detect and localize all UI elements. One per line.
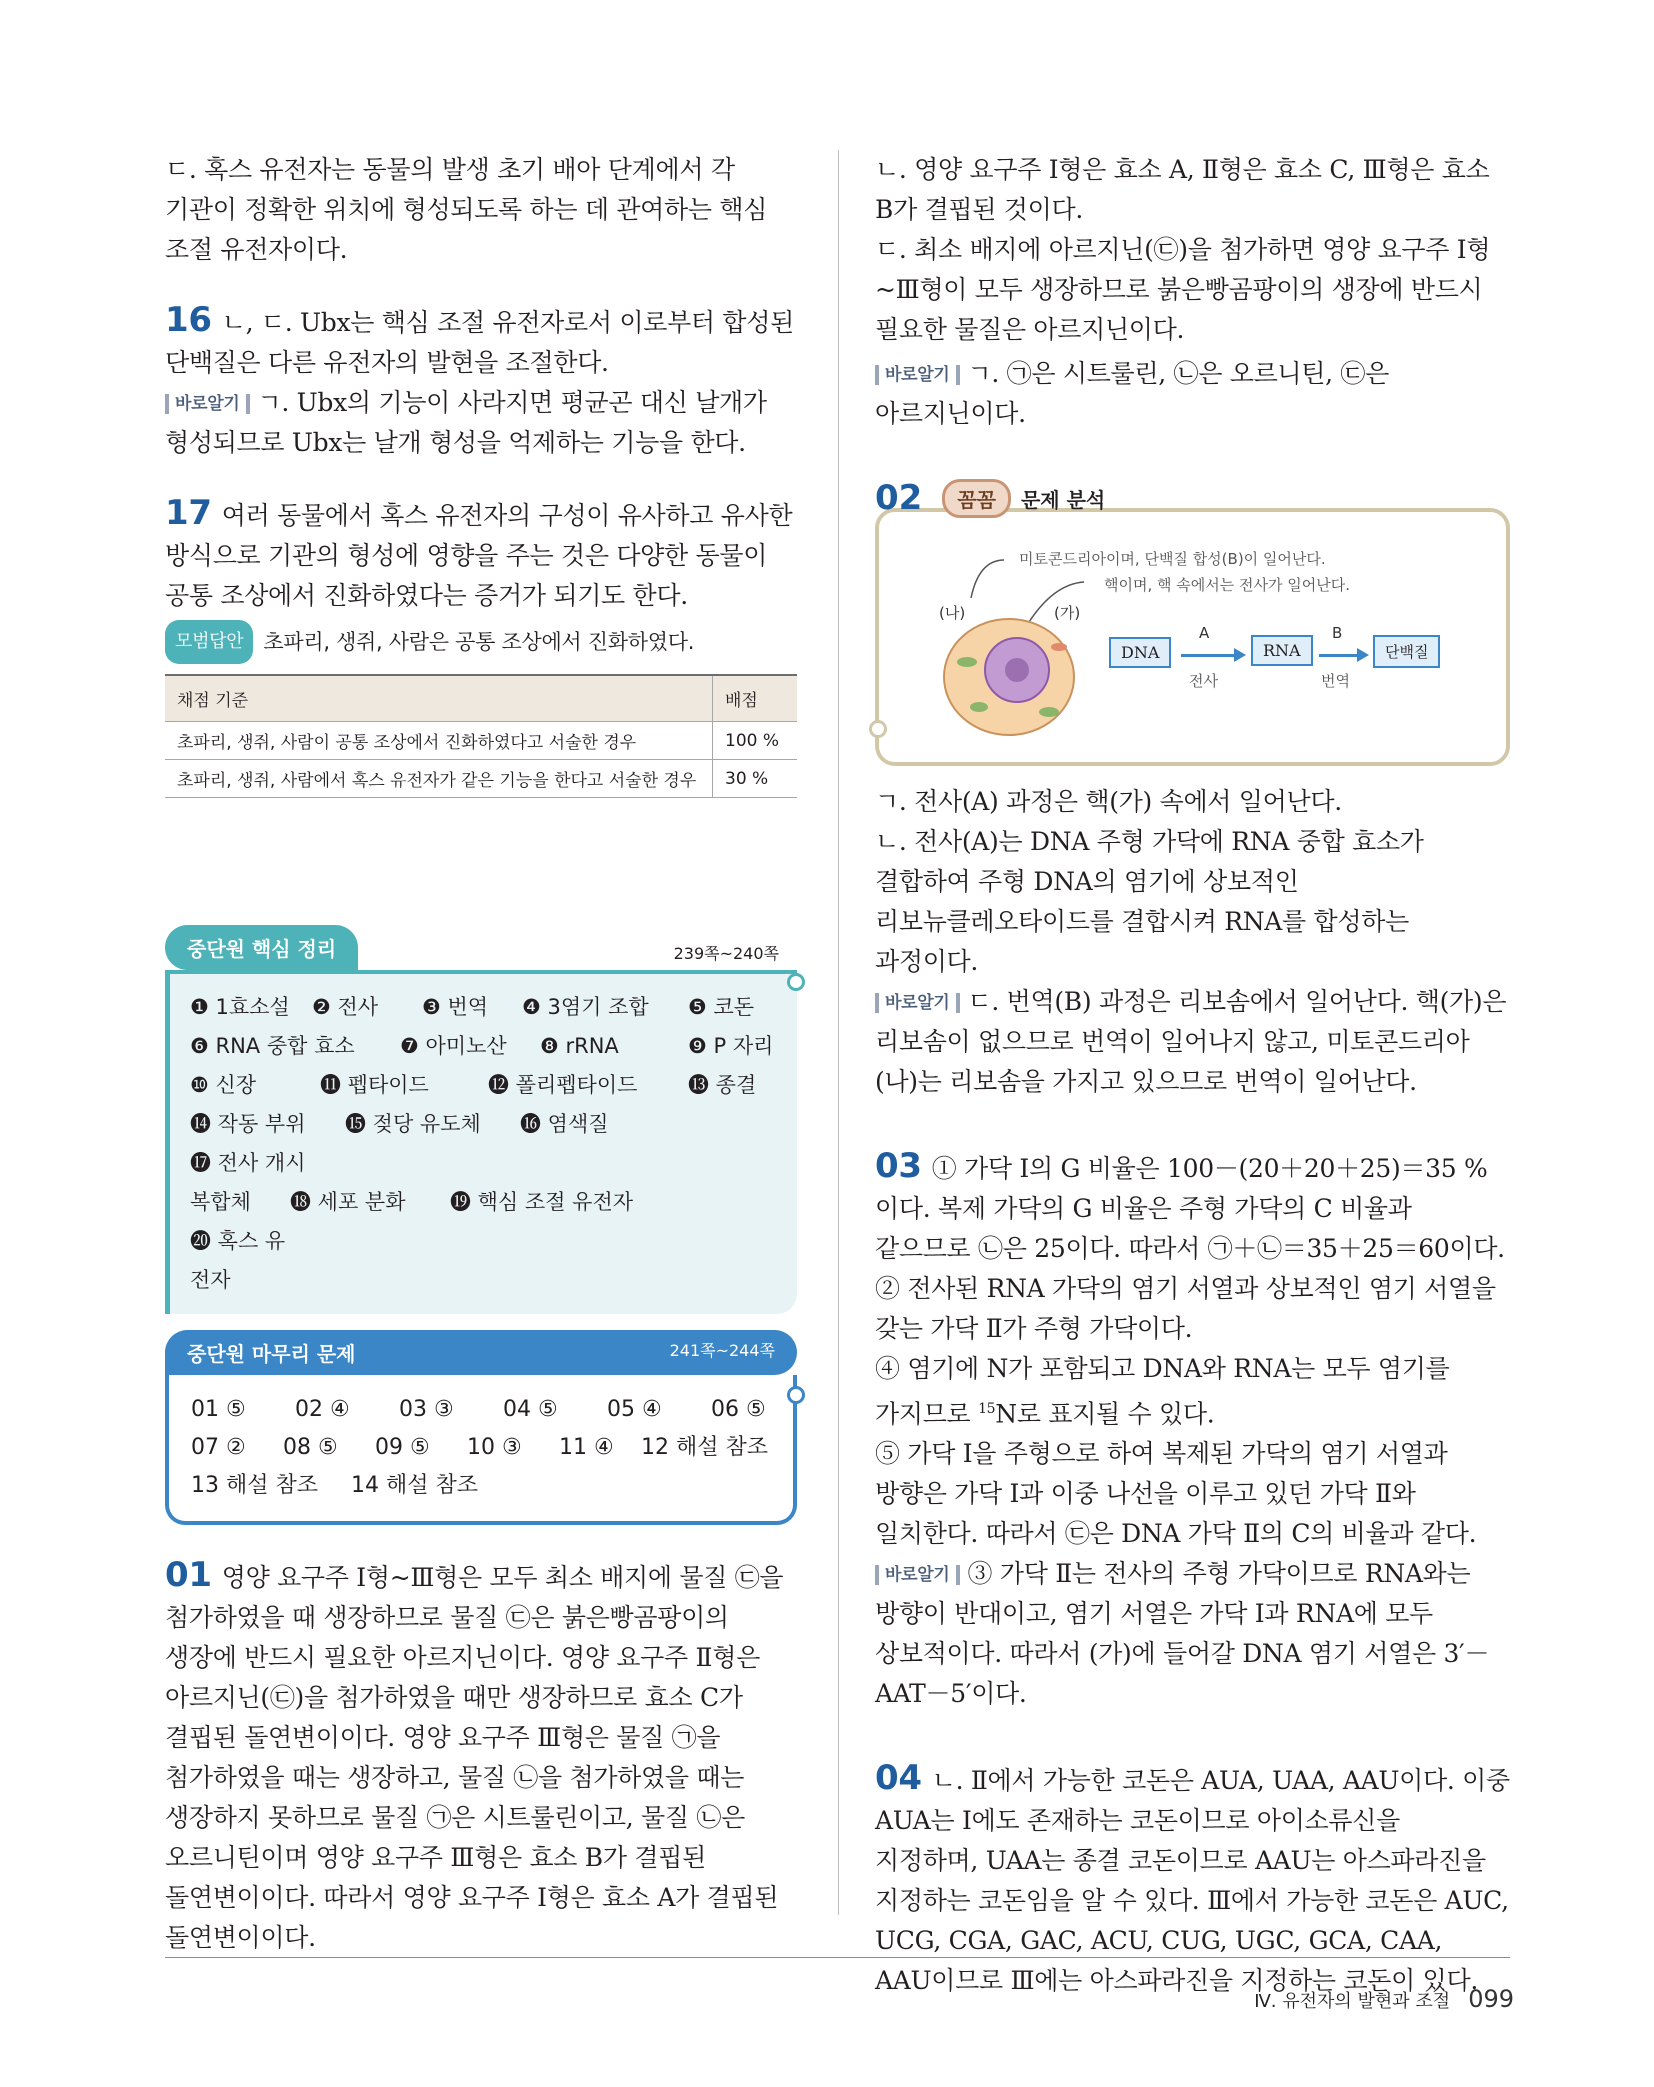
model-answer-badge: 모범답안 — [165, 620, 253, 664]
q16-wrong-text: ㄱ. Ubx의 기능이 사라지면 평균곤 대신 날개가 형성되므로 Ubx는 날개 형성을 억제하는 기능을 한다. — [165, 388, 767, 457]
score-points: 100 % — [713, 722, 798, 760]
q02-tag: 바로알기 — [875, 993, 960, 1013]
final-problems-box — [165, 1330, 797, 1525]
summary-row — [190, 988, 777, 1027]
table-row — [165, 760, 797, 798]
answer-item: 02 ④ — [295, 1397, 350, 1422]
final-body — [165, 1375, 797, 1525]
q03-t3 — [875, 1349, 1510, 1434]
answer-item: 06 ⑤ — [711, 1397, 766, 1422]
q16-wrong — [165, 383, 800, 463]
final-pages: 241쪽~244쪽 — [669, 1341, 775, 1360]
isotope-superscript: 15 — [978, 1401, 996, 1417]
summary-item: 복합체 — [190, 1190, 251, 1214]
summary-item: ❾ P 자리 — [688, 1034, 774, 1058]
label-b: B — [1332, 624, 1343, 642]
answer-item: 08 ⑤ — [283, 1435, 338, 1460]
gg-badge: 꼼꼼 — [942, 479, 1011, 518]
model-answer-text: 초파리, 생쥐, 사람은 공통 조상에서 진화하였다. — [263, 630, 695, 654]
answer-item: 13 해설 참조 — [191, 1473, 318, 1498]
summary-row — [190, 1261, 777, 1300]
label-na: (나) — [939, 604, 966, 622]
q03-number: 03 — [875, 1146, 922, 1186]
summary-item: ❽ rRNA — [540, 1034, 619, 1058]
summary-dot — [787, 973, 805, 991]
q15-continuation: ㄷ. 혹스 유전자는 동물의 발생 초기 배아 단계에서 각 기관이 정확한 위치에 형성되도록 하는 데 관여하는 핵심 조절 유전자이다. — [165, 155, 768, 264]
answer-item: 04 ⑤ — [503, 1397, 558, 1422]
q16-text: ㄴ, ㄷ. Ubx는 핵심 조절 유전자로서 이로부터 합성된 단백질은 다른 유전자의 발현을 조절한다. — [165, 308, 794, 377]
summary-row — [190, 1183, 777, 1261]
q03-t4: ⑤ 가닥 Ⅰ을 주형으로 하여 복제된 가닥의 염기 서열과 방향은 가닥 Ⅰ과 이중 나선을 이루고 있던 가닥 Ⅱ와 일치한다. 따라서 ㉢은 DNA 가닥 Ⅱ의 C의 비율과 같다. — [875, 1439, 1477, 1549]
final-title: 중단원 마무리 문제 — [187, 1342, 356, 1366]
bottom-rule — [165, 1957, 1510, 1958]
label-a: A — [1199, 624, 1210, 642]
gg-label: 문제 분석 — [1020, 487, 1106, 512]
summary-item: ❿ 신장 — [190, 1073, 257, 1097]
q02-wrong — [875, 982, 1510, 1102]
summary-item: ⓭ 종결 — [688, 1073, 757, 1097]
q03-wrong-text: ③ 가닥 Ⅱ는 전사의 주형 가닥이므로 RNA와는 방향이 반대이고, 염기 서열은 가닥 Ⅰ과 RNA에 모두 상보적이다. 따라서 (가)에 들어갈 DNA 염기 서열은 3′－AAT－5′이다. — [875, 1559, 1490, 1709]
answer-item: 10 ③ — [467, 1435, 522, 1460]
q02-number: 02 — [875, 478, 923, 518]
q03-t1-text: ① 가닥 Ⅰ의 G 비율은 100－(20＋20＋25)＝35 %이다. 복제 가닥의 G 비율은 주형 가닥의 C 비율과 같으므로 ㉡은 25이다. 따라서 ㉠＋㉡＝35＋25＝60이다. — [875, 1154, 1505, 1263]
summary-item: ⓫ 펩타이드 — [320, 1073, 429, 1097]
left-column-bottom — [165, 1555, 800, 1958]
q03-t1 — [875, 1146, 1510, 1269]
answer-row — [191, 1467, 771, 1505]
arrow-head-icon — [1234, 648, 1246, 662]
summary-pages: 239쪽~240쪽 — [673, 944, 779, 963]
score-criteria: 초파리, 생쥐, 사람이 공통 조상에서 진화하였다고 서술한 경우 — [165, 722, 713, 760]
note-mito: 미토콘드리아이며, 단백질 합성(B)이 일어난다. — [1019, 550, 1326, 568]
answer-item: 12 해설 참조 — [641, 1435, 768, 1460]
q04-answer — [875, 1758, 1510, 2001]
summary-item: 전자 — [190, 1268, 231, 1292]
arrow-head-icon — [1357, 648, 1369, 662]
summary-box — [165, 925, 797, 1314]
q01-tag: 바로알기 — [875, 365, 960, 385]
q04-text: ㄴ. Ⅱ에서 가능한 코돈은 AUA, UAA, AAU이다. 이중 AUA는 Ⅰ에도 존재하는 코돈이므로 아이소류신을 지정하며, UAA는 종결 코돈이므로 AAU는 아스파라진을 지정하는 코돈임을 알 수 있다. Ⅲ에서 가능한 코돈은 AUC, UCG, CGA, GAC, ACU, CUG, UGC, GCA, CAA, AAU이므로 Ⅲ에는 아스파라진을 지정하는 코돈이 있다. — [875, 1766, 1510, 1996]
answer-item: 01 ⑤ — [191, 1397, 246, 1422]
answer-item: 07 ② — [191, 1435, 246, 1460]
q03-wrong — [875, 1554, 1510, 1714]
right-column — [875, 150, 1510, 2001]
q03-t3b: N로 표지될 수 있다. — [995, 1399, 1215, 1429]
label-transcription: 전사 — [1189, 672, 1218, 690]
summary-item: ⓳ 핵심 조절 유전자 — [450, 1190, 634, 1214]
section-title: Ⅳ. 유전자의 발현과 조절 — [1254, 1991, 1451, 2012]
q16-answer — [165, 300, 800, 383]
q03-t3a: ④ 염기에 N가 포함되고 DNA와 RNA는 모두 염기를 가지므로 — [875, 1354, 1450, 1429]
diagram-dot — [869, 720, 887, 738]
q17-answer — [165, 493, 800, 616]
q17-text: 여러 동물에서 혹스 유전자의 구성이 유사하고 유사한 방식으로 기관의 형성에 영향을 주는 것은 다양한 동물이 공통 조상에서 진화하였다는 증거가 되기도 한다. — [165, 501, 793, 610]
answer-item: 11 ④ — [559, 1435, 614, 1460]
rna-box: RNA — [1251, 635, 1313, 666]
final-dot — [787, 1386, 805, 1404]
answer-item: 05 ④ — [607, 1397, 662, 1422]
q17-number: 17 — [165, 493, 212, 533]
q16-number: 16 — [165, 300, 212, 340]
q02-header — [875, 478, 1510, 518]
q17-model — [165, 620, 800, 664]
q02-t2: ㄴ. 전사(A)는 DNA 주형 가닥에 RNA 중합 효소가 결합하여 주형 DNA의 염기에 상보적인 리보뉴클레오타이드를 결합시켜 RNA를 합성하는 과정이다. — [875, 827, 1424, 976]
summary-item: ⓯ 젖당 유도체 — [345, 1112, 481, 1136]
left-column — [165, 150, 800, 798]
q01-answer — [165, 1555, 800, 1958]
summary-row — [190, 1105, 777, 1183]
q02-diagram — [875, 508, 1510, 766]
summary-item: ⓬ 폴리펩타이드 — [488, 1073, 638, 1097]
answer-row — [191, 1391, 771, 1429]
page-number: 099 — [1468, 1985, 1514, 2013]
protein-box: 단백질 — [1373, 635, 1440, 668]
label-translation: 번역 — [1321, 672, 1350, 690]
q01-cont-1: ㄴ. 영양 요구주 Ⅰ형은 효소 A, Ⅱ형은 효소 C, Ⅲ형은 효소 B가 결핍된 것이다. — [875, 155, 1490, 224]
q04-number: 04 — [875, 1758, 922, 1799]
page-footer — [1254, 1985, 1514, 2013]
q01-wrong — [875, 354, 1510, 434]
q16-tag: 바로알기 — [165, 394, 250, 414]
q03-t2: ② 전사된 RNA 가닥의 염기 서열과 상보적인 염기 서열을 갖는 가닥 Ⅱ가 주형 가닥이다. — [875, 1274, 1496, 1343]
summary-item: ⓮ 작동 부위 — [190, 1112, 306, 1136]
q01-number: 01 — [165, 1555, 212, 1595]
q01-wrong-text: ㄱ. ㉠은 시트룰린, ㉡은 오르니틴, ㉢은 아르지닌이다. — [875, 359, 1389, 428]
summary-item: ❻ RNA 중합 효소 — [190, 1034, 355, 1058]
table-row — [165, 722, 797, 760]
summary-item: ⓲ 세포 분화 — [290, 1190, 406, 1214]
score-table — [165, 674, 797, 798]
summary-title: 중단원 핵심 정리 — [165, 925, 358, 970]
dna-box: DNA — [1109, 637, 1171, 668]
label-ga: (가) — [1054, 604, 1081, 622]
summary-item: ❹ 3염기 조합 — [522, 995, 649, 1019]
summary-item: ⓱ 전사 개시 — [190, 1151, 306, 1175]
note-nucleus: 핵이며, 핵 속에서는 전사가 일어난다. — [1104, 576, 1350, 594]
summary-item: ❺ 코돈 — [688, 995, 755, 1019]
final-title-bar — [165, 1330, 797, 1375]
summary-row — [190, 1027, 777, 1066]
cell-illustration — [879, 512, 1179, 752]
answer-row — [191, 1429, 771, 1467]
summary-item: ❼ 아미노산 — [400, 1034, 507, 1058]
score-header-points: 배점 — [713, 675, 798, 722]
score-criteria: 초파리, 생쥐, 사람에서 혹스 유전자가 같은 기능을 한다고 서술한 경우 — [165, 760, 713, 798]
answer-item: 03 ③ — [399, 1397, 454, 1422]
q03-tag: 바로알기 — [875, 1565, 960, 1585]
q02-wrong-text: ㄷ. 번역(B) 과정은 리보솜에서 일어난다. 핵(가)은 리보솜이 없으므로 번역이 일어나지 않고, 미토콘드리아(나)는 리보솜을 가지고 있으므로 번역이 일어난다. — [875, 987, 1507, 1096]
column-divider — [838, 150, 839, 1915]
q01-text: 영양 요구주 Ⅰ형~Ⅲ형은 모두 최소 배지에 물질 ㉢을 첨가하였을 때 생장하므로 물질 ㉢은 붉은빵곰팡이의 생장에 반드시 필요한 아르지닌이다. 영양 요구주 Ⅱ형은 아르지닌(㉢)을 첨가하였을 때만 생장하므로 효소 C가 결핍된 돌연변이이다. 영양 요구주 Ⅲ형은 물질 ㉠을 첨가하였을 때는 생장하고, 물질 ㉡을 첨가하였을 때는 생장하지 못하므로 물질 ㉠은 시트룰린이고, 물질 ㉡은 오르니틴이며 영양 요구주 Ⅲ형은 효소 B가 결핍된 돌연변이이다. 따라서 영양 요구주 Ⅰ형은 효소 A가 결핍된 돌연변이이다. — [165, 1563, 784, 1952]
arrow-translation — [1319, 654, 1359, 657]
arrow-transcription — [1181, 654, 1236, 657]
score-header-criteria: 채점 기준 — [165, 675, 713, 722]
summary-item: ❶ 1효소설 — [190, 995, 290, 1019]
summary-body — [165, 974, 797, 1314]
summary-item: ⓰ 염색질 — [520, 1112, 609, 1136]
summary-item: ❷ 전사 — [312, 995, 379, 1019]
summary-row — [190, 1066, 777, 1105]
answer-item: 14 해설 참조 — [351, 1473, 478, 1498]
q01-cont-2: ㄷ. 최소 배지에 아르지닌(㉢)을 첨가하면 영양 요구주 Ⅰ형~Ⅲ형이 모두 생장하므로 붉은빵곰팡이의 생장에 반드시 필요한 물질은 아르지닌이다. — [875, 235, 1491, 344]
summary-item: ⓴ 혹스 유 — [190, 1229, 286, 1253]
summary-item: ❸ 번역 — [422, 995, 489, 1019]
score-points: 30 % — [713, 760, 798, 798]
q02-t1: ㄱ. 전사(A) 과정은 핵(가) 속에서 일어난다. — [875, 787, 1342, 816]
answer-item: 09 ⑤ — [375, 1435, 430, 1460]
